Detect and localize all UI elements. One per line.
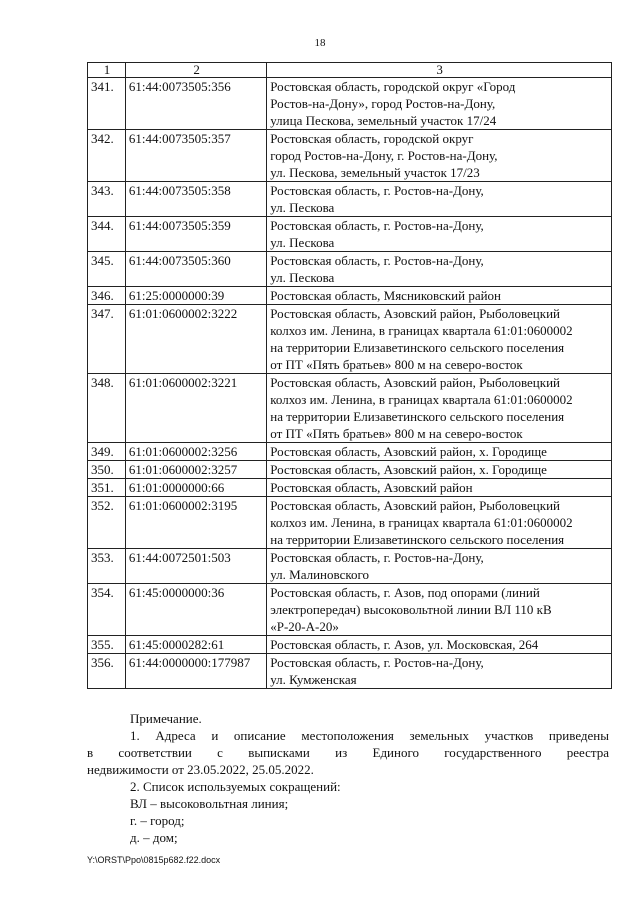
page-number: 18 — [314, 37, 326, 49]
cadastral-number: 61:01:0600002:3222 — [125, 305, 266, 374]
row-number: 344. — [88, 217, 126, 252]
row-number: 346. — [88, 287, 126, 305]
address-line: Ростовская область, г. Ростов-на-Дону, — [270, 655, 484, 670]
table-row — [88, 130, 612, 182]
address-line: Ростовская область, Азовский район, х. Городище — [270, 444, 547, 459]
cadastral-number: 61:44:0000000:177987 — [125, 654, 266, 689]
address-line: от ПТ «Пять братьев» 800 м на северо-восток — [270, 426, 523, 441]
table-row — [88, 287, 612, 305]
address-line: Ростовская область, г. Ростов-на-Дону, — [270, 550, 484, 565]
plot-address — [267, 287, 612, 305]
table-row — [88, 584, 612, 636]
table-row — [88, 217, 612, 252]
address-line: ул. Малиновского — [270, 567, 370, 582]
address-line: Ростовская область, Мясниковский район — [270, 288, 502, 303]
row-number: 353. — [88, 549, 126, 584]
table-row — [88, 252, 612, 287]
address-line: Ростовская область, Азовский район, Рыболовецкий — [270, 375, 560, 390]
address-line: Ростовская область, г. Ростов-на-Дону, — [270, 183, 484, 198]
notes-section — [87, 710, 609, 846]
plot-address — [267, 305, 612, 374]
address-line: колхоз им. Ленина, в границах квартала 61:01:0600002 — [270, 392, 573, 407]
column-header-2: 2 — [125, 63, 266, 78]
table-row — [88, 479, 612, 497]
land-plots-table — [87, 62, 612, 689]
note-1-line-3: недвижимости от 23.05.2022, 25.05.2022. — [87, 762, 314, 777]
cadastral-number: 61:01:0600002:3221 — [125, 374, 266, 443]
address-line: на территории Елизаветинского сельского поселения — [270, 532, 565, 547]
row-number: 352. — [88, 497, 126, 549]
address-line: «Р-20-А-20» — [270, 619, 339, 634]
plot-address — [267, 636, 612, 654]
cadastral-number: 61:45:0000282:61 — [125, 636, 266, 654]
plot-address — [267, 182, 612, 217]
address-line: от ПТ «Пять братьев» 800 м на северо-восток — [270, 357, 523, 372]
column-header-3: 3 — [267, 63, 612, 78]
row-number: 350. — [88, 461, 126, 479]
plot-address — [267, 443, 612, 461]
address-line: ул. Пескова — [270, 235, 335, 250]
plot-address — [267, 584, 612, 636]
cadastral-number: 61:44:0073505:356 — [125, 78, 266, 130]
address-line: Ростовская область, Азовский район, Рыболовецкий — [270, 306, 560, 321]
table-row — [88, 654, 612, 689]
table-body — [88, 78, 612, 689]
address-line: Ростовская область, городской округ «Город — [270, 79, 516, 94]
cadastral-number: 61:01:0000000:66 — [125, 479, 266, 497]
address-line: Ростовская область, г. Ростов-на-Дону, — [270, 253, 484, 268]
row-number: 342. — [88, 130, 126, 182]
row-number: 356. — [88, 654, 126, 689]
address-line: на территории Елизаветинского сельского поселения — [270, 340, 565, 355]
plot-address — [267, 374, 612, 443]
table-row — [88, 636, 612, 654]
column-header-1: 1 — [88, 63, 126, 78]
table-row — [88, 461, 612, 479]
address-line: Ростовская область, г. Ростов-на-Дону, — [270, 218, 484, 233]
cadastral-number: 61:01:0600002:3195 — [125, 497, 266, 549]
note-1-line-2: в соответствии с выписками из Единого государственного реестра — [87, 745, 609, 760]
cadastral-number: 61:44:0072501:503 — [125, 549, 266, 584]
row-number: 349. — [88, 443, 126, 461]
cadastral-number: 61:25:0000000:39 — [125, 287, 266, 305]
address-line: ул. Пескова — [270, 270, 335, 285]
table-row — [88, 497, 612, 549]
address-line: колхоз им. Ленина, в границах квартала 61:01:0600002 — [270, 323, 573, 338]
address-line: на территории Елизаветинского сельского поселения — [270, 409, 565, 424]
address-line: город Ростов-на-Дону, г. Ростов-на-Дону, — [270, 148, 498, 163]
row-number: 351. — [88, 479, 126, 497]
row-number: 354. — [88, 584, 126, 636]
address-line: Ростовская область, Азовский район, х. Городище — [270, 462, 547, 477]
table-row — [88, 305, 612, 374]
cadastral-number: 61:44:0073505:358 — [125, 182, 266, 217]
plot-address — [267, 549, 612, 584]
cadastral-number: 61:01:0600002:3256 — [125, 443, 266, 461]
address-line: Ростовская область, городской округ — [270, 131, 474, 146]
file-path-footer: Y:\ORST\Ppo\0815p682.f22.docx — [87, 855, 221, 865]
address-line: ул. Пескова, земельный участок 17/23 — [270, 165, 480, 180]
table-row — [88, 182, 612, 217]
abbreviation-d: д. – дом; — [130, 830, 178, 845]
table-row — [88, 443, 612, 461]
address-line: электропередач) высоковольтной линии ВЛ 110 кВ — [270, 602, 552, 617]
address-line: ул. Пескова — [270, 200, 335, 215]
notes-title: Примечание. — [130, 711, 202, 726]
address-line: Ростовская область, г. Азов, под опорами (линий — [270, 585, 540, 600]
abbreviation-vl: ВЛ – высоковольтная линия; — [130, 796, 289, 811]
row-number: 345. — [88, 252, 126, 287]
table-row — [88, 78, 612, 130]
address-line: колхоз им. Ленина, в границах квартала 61:01:0600002 — [270, 515, 573, 530]
note-1-line-1: 1. Адреса и описание местоположения земельных участков приведены — [130, 728, 609, 743]
cadastral-number: 61:01:0600002:3257 — [125, 461, 266, 479]
address-line: Ростовская область, Азовский район, Рыболовецкий — [270, 498, 560, 513]
row-number: 347. — [88, 305, 126, 374]
address-line: ул. Кумженская — [270, 672, 357, 687]
plot-address — [267, 252, 612, 287]
plot-address — [267, 497, 612, 549]
plot-address — [267, 461, 612, 479]
row-number: 355. — [88, 636, 126, 654]
row-number: 348. — [88, 374, 126, 443]
table-row — [88, 374, 612, 443]
abbreviation-g: г. – город; — [130, 813, 185, 828]
cadastral-number: 61:44:0073505:357 — [125, 130, 266, 182]
plot-address — [267, 130, 612, 182]
cadastral-number: 61:45:0000000:36 — [125, 584, 266, 636]
plot-address — [267, 78, 612, 130]
plot-address — [267, 217, 612, 252]
address-line: Ростовская область, Азовский район — [270, 480, 473, 495]
table-header-row — [88, 63, 612, 78]
address-line: Ростовская область, г. Азов, ул. Московская, 264 — [270, 637, 539, 652]
row-number: 341. — [88, 78, 126, 130]
plot-address — [267, 654, 612, 689]
address-line: Ростов-на-Дону», город Ростов-на-Дону, — [270, 96, 496, 111]
note-2: 2. Список используемых сокращений: — [130, 779, 341, 794]
cadastral-number: 61:44:0073505:359 — [125, 217, 266, 252]
plot-address — [267, 479, 612, 497]
table-row — [88, 549, 612, 584]
row-number: 343. — [88, 182, 126, 217]
cadastral-number: 61:44:0073505:360 — [125, 252, 266, 287]
address-line: улица Пескова, земельный участок 17/24 — [270, 113, 497, 128]
